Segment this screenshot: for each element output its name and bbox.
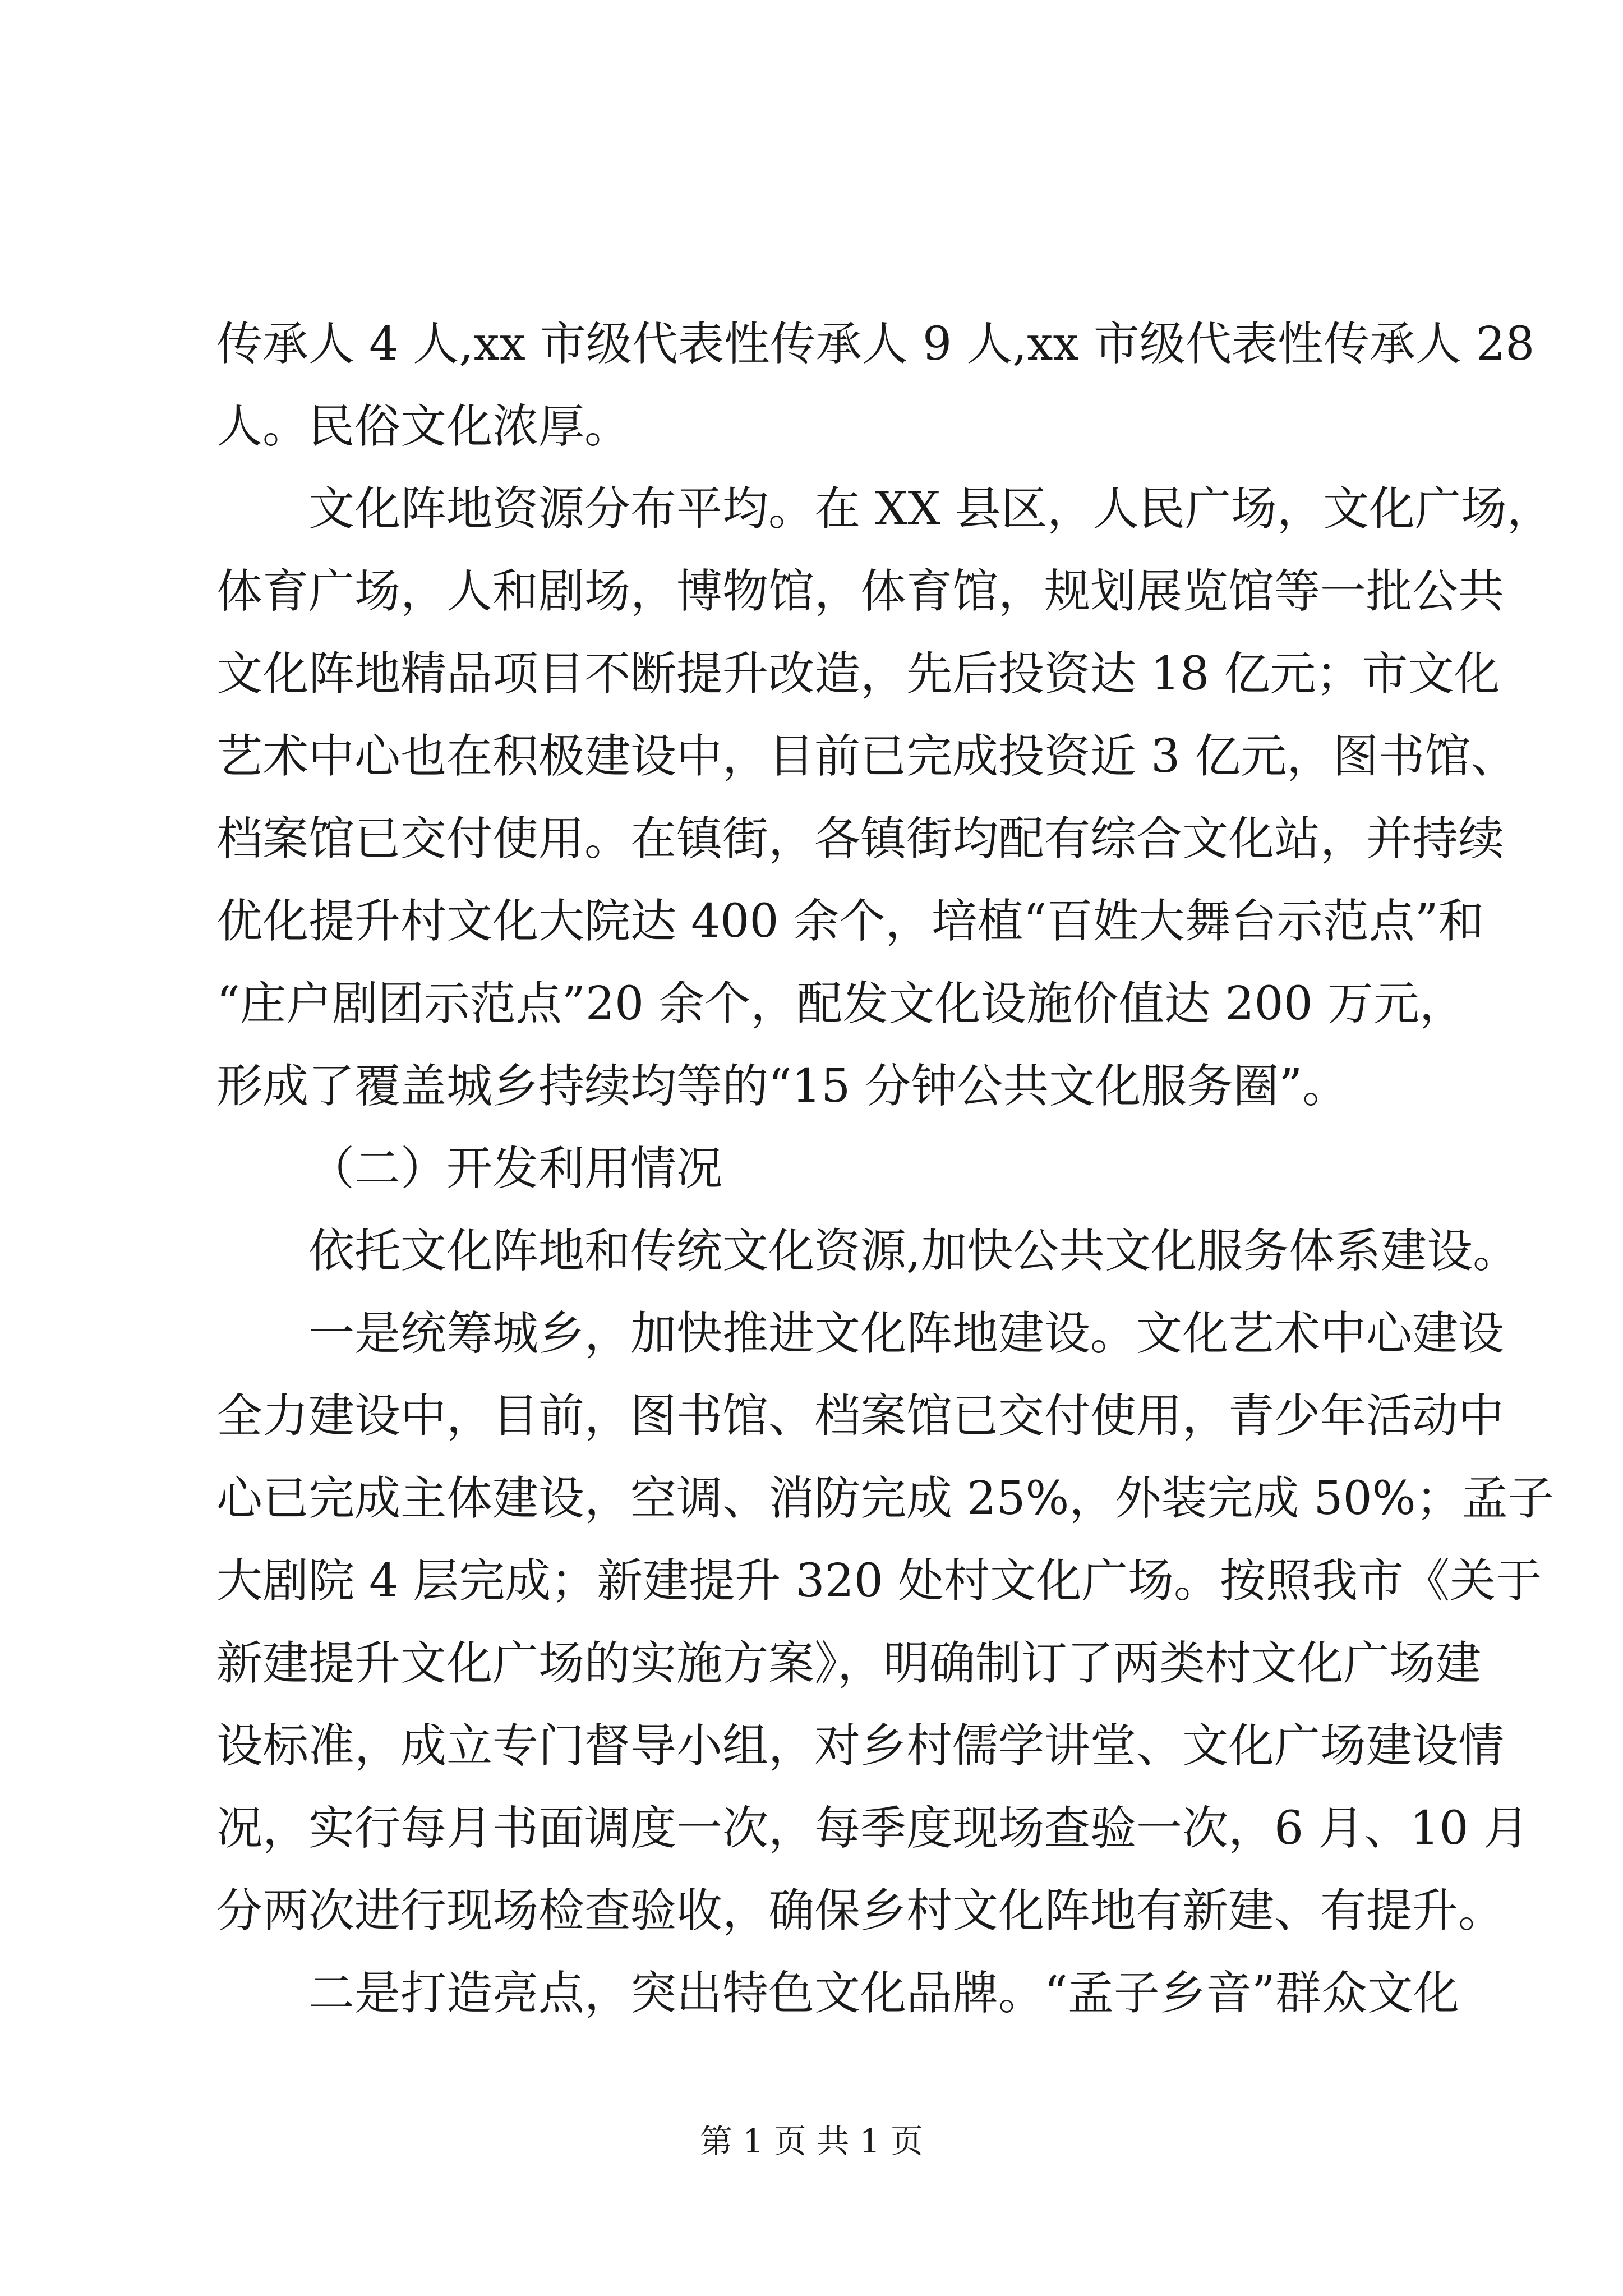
text-line-15: 心已完成主体建设，空调、消防完成 25%，外装完成 50%；孟子 — [216, 1472, 1554, 1525]
text-line-21: 二是打造亮点，突出特色文化品牌。“孟子乡音”群众文化 — [308, 1967, 1459, 2020]
text-line-18: 设标准，成立专门督导小组，对乡村儒学讲堂、文化广场建设情 — [216, 1719, 1505, 1773]
text-line-17: 新建提升文化广场的实施方案》，明确制订了两类村文化广场建 — [216, 1637, 1482, 1690]
text-line-2: 人。民俗文化浓厚。 — [216, 400, 631, 453]
text-line-1: 传承人 4 人,xx 市级代表性传承人 9 人,xx 市级代表性传承人 28 — [216, 318, 1535, 371]
text-line-12: 依托文化阵地和传统文化资源,加快公共文化服务体系建设。 — [308, 1225, 1519, 1278]
text-line-16: 大剧院 4 层完成；新建提升 320 处村文化广场。按照我市《关于 — [216, 1554, 1542, 1608]
text-line-4: 体育广场，人和剧场，博物馆，体育馆，规划展览馆等一批公共 — [216, 565, 1505, 618]
text-line-19: 况，实行每月书面调度一次，每季度现场查验一次，6 月、10 月 — [216, 1802, 1529, 1855]
body-text — [216, 303, 1554, 2035]
text-line-9: “庄户剧团示范点”20 余个，配发文化设施价值达 200 万元， — [216, 977, 1465, 1030]
text-line-7: 档案馆已交付使用。在镇街，各镇街均配有综合文化站，并持续 — [216, 812, 1505, 866]
text-line-13: 一是统筹城乡，加快推进文化阵地建设。文化艺术中心建设 — [308, 1307, 1505, 1360]
text-line-8: 优化提升村文化大院达 400 余个，培植“百姓大舞台示范点”和 — [216, 895, 1484, 948]
text-line-6: 艺术中心也在积极建设中，目前已完成投资近 3 亿元，图书馆、 — [216, 730, 1517, 783]
section-heading: （二）开发利用情况 — [308, 1142, 723, 1195]
text-line-5: 文化阵地精品项目不断提升改造，先后投资达 18 亿元；市文化 — [216, 647, 1500, 701]
page-footer: 第 1 页 共 1 页 — [700, 2122, 923, 2160]
text-line-20: 分两次进行现场检查验收，确保乡村文化阵地有新建、有提升。 — [216, 1884, 1505, 1938]
text-line-10: 形成了覆盖城乡持续均等的“15 分钟公共文化服务圈”。 — [216, 1060, 1349, 1113]
text-line-3: 文化阵地资源分布平均。在 XX 县区，人民广场，文化广场， — [308, 482, 1553, 536]
text-line-14: 全力建设中，目前，图书馆、档案馆已交付使用，青少年活动中 — [216, 1389, 1505, 1443]
